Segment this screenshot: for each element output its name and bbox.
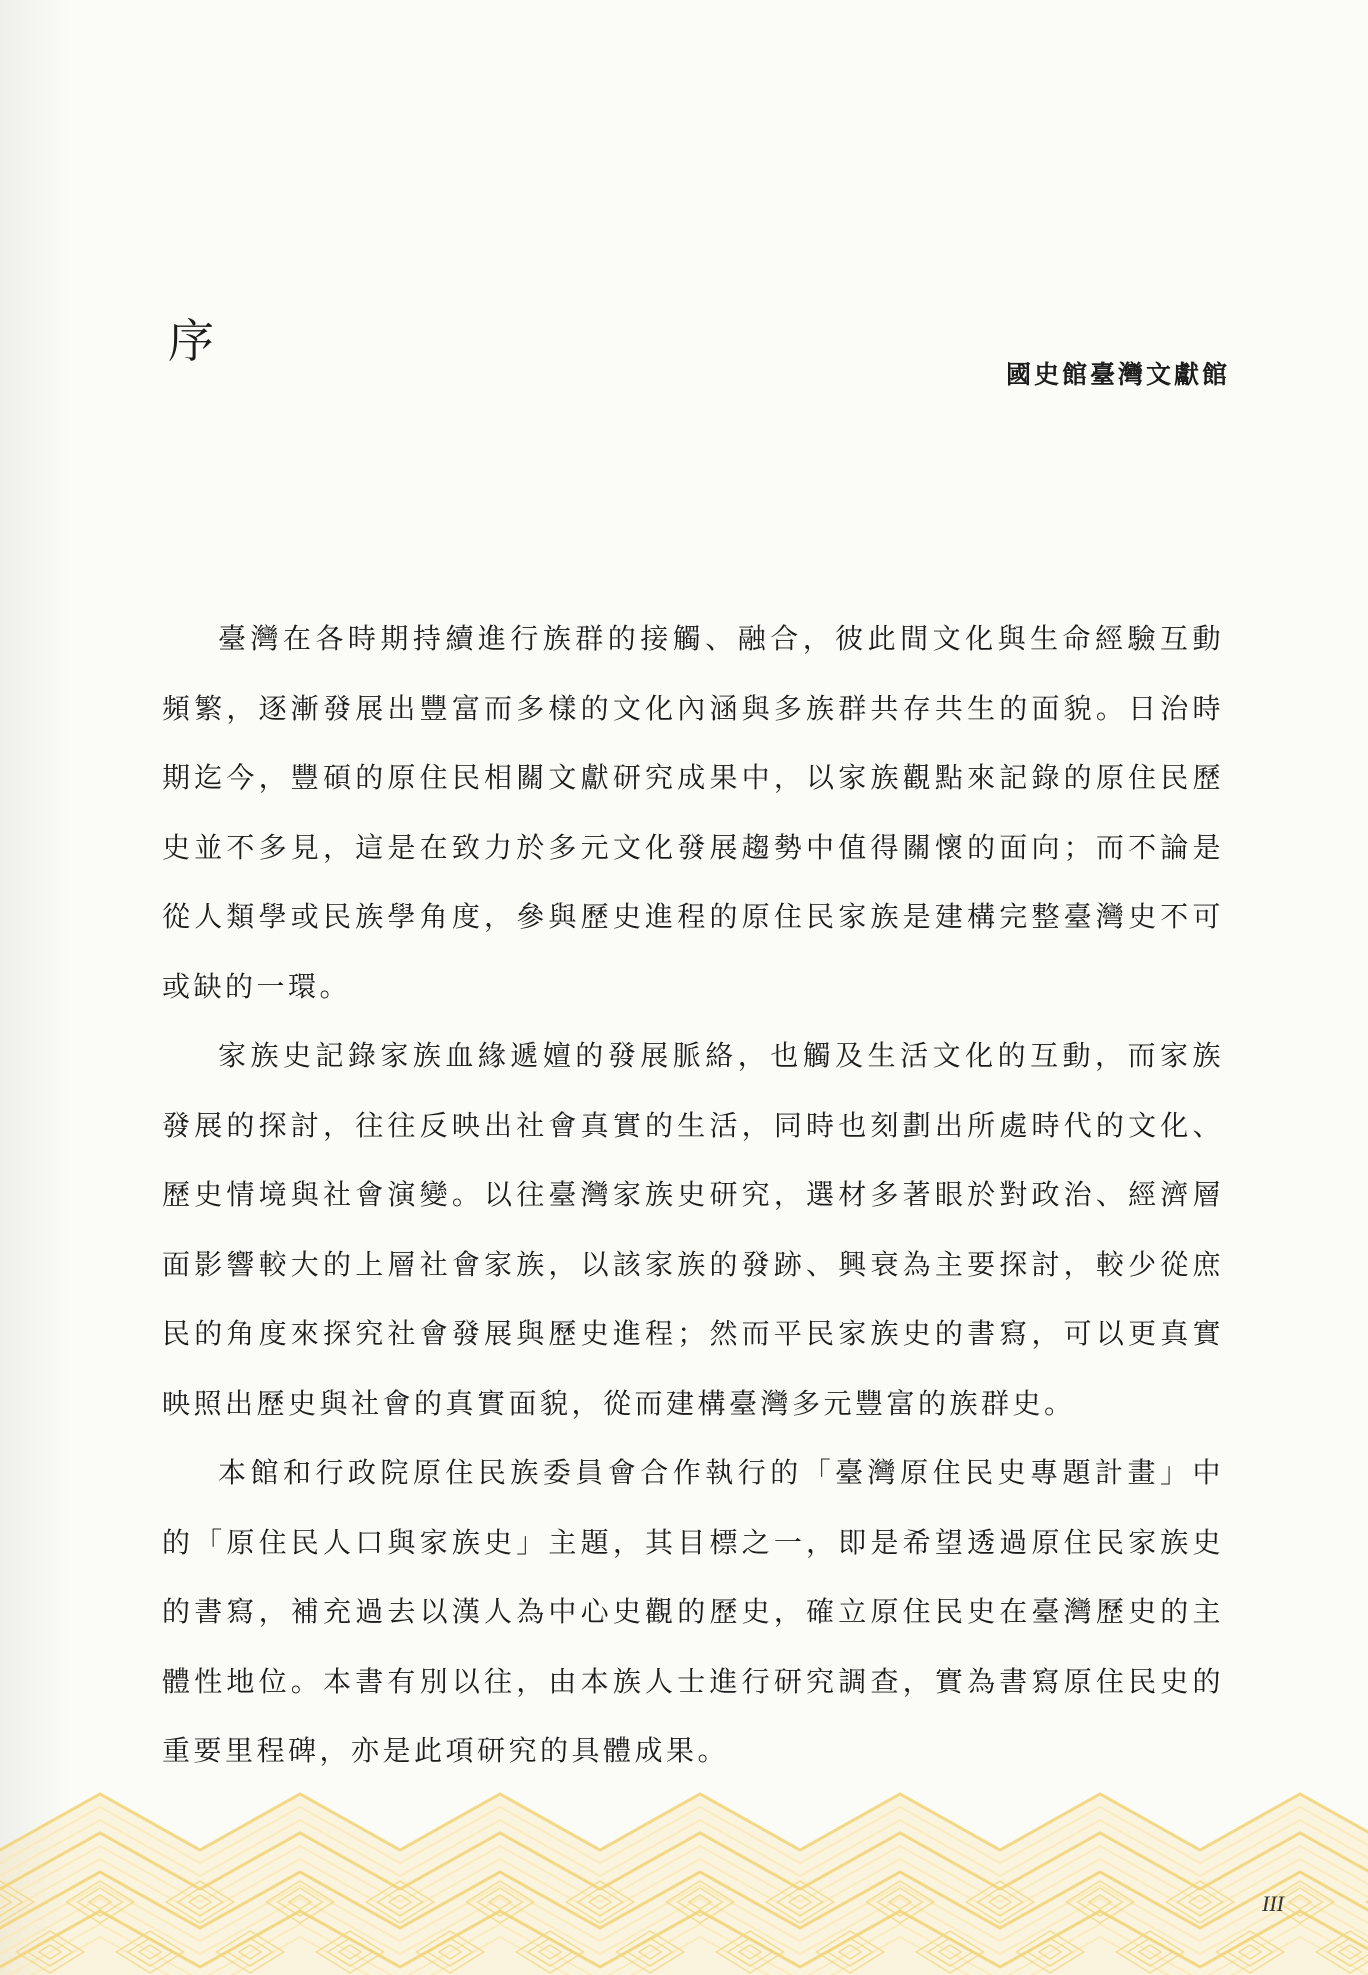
page-title: 序 <box>168 314 214 368</box>
body-text <box>162 604 1224 1786</box>
paragraph-1: 臺灣在各時期持續進行族群的接觸、融合，彼此間文化與生命經驗互動頻繁，逐漸發展出豐富而多樣的文化內涵與多族群共存共生的面貌。日治時期迄今，豐碩的原住民相關文獻研究成果中，以家族觀點來記錄的原住民歷史並不多見，這是在致力於多元文化發展趨勢中值得關懷的面向；而不論是從人類學或民族學角度，參與歷史進程的原住民家族是建構完整臺灣史不可或缺的一環。 <box>162 622 1224 1003</box>
paragraph-2: 家族史記錄家族血緣遞嬗的發展脈絡，也觸及生活文化的互動，而家族發展的探討，往往反映出社會真實的生活，同時也刻劃出所處時代的文化、歷史情境與社會演變。以往臺灣家族史研究，選材多著眼於對政治、經濟層面影響較大的上層社會家族，以該家族的發跡、興衰為主要探討，較少從庶民的角度來探究社會發展與歷史進程；然而平民家族史的書寫，可以更真實映照出歷史與社會的真實面貌，從而建構臺灣多元豐富的族群史。 <box>162 1039 1224 1420</box>
page-number: III <box>1262 1891 1284 1916</box>
paragraph-3: 本館和行政院原住民族委員會合作執行的「臺灣原住民史專題計畫」中的「原住民人口與家族史」主題，其目標之一，即是希望透過原住民家族史的書寫，補充過去以漢人為中心史觀的歷史，確立原住民史在臺灣歷史的主體性地位。本書有別以往，由本族人士進行研究調查，實為書寫原住民史的重要里程碑，亦是此項研究的具體成果。 <box>162 1456 1224 1767</box>
spine-shadow <box>0 0 70 1975</box>
diamond-border-pattern <box>0 1782 1368 1975</box>
author-attribution: 國史館臺灣文獻館 <box>1005 360 1230 389</box>
